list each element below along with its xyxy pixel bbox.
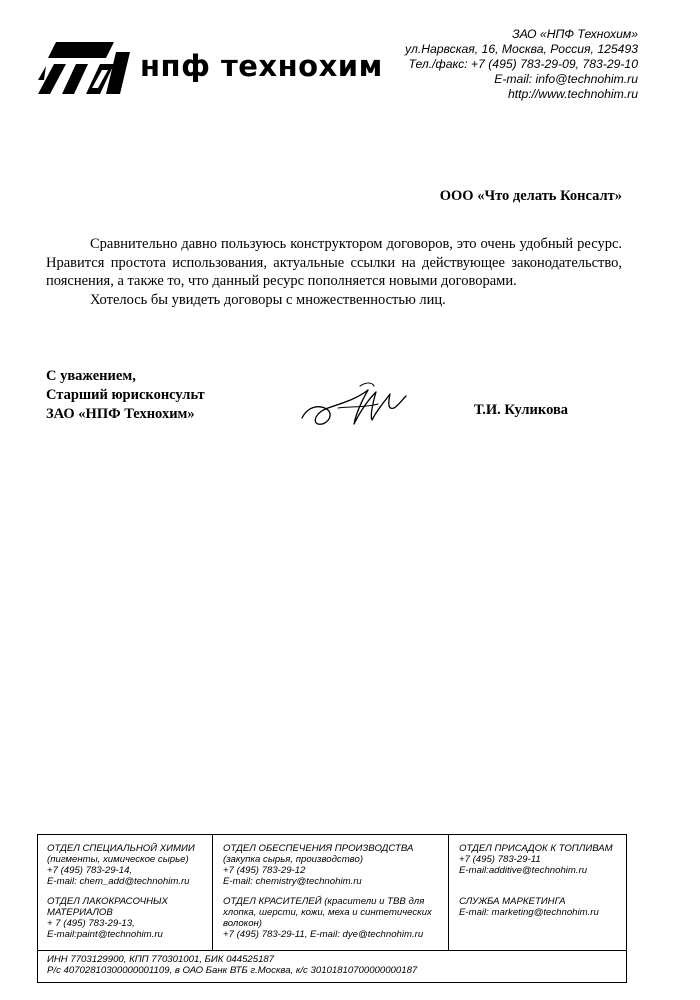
- department-fuel-additives: [459, 843, 620, 876]
- letter-body: [46, 235, 622, 309]
- department-phone: +7 (495) 783-29-11: [459, 854, 541, 865]
- contact-company: ЗАО «НПФ Технохим»: [512, 27, 638, 41]
- closing-block: [46, 367, 205, 424]
- bank-account: Р/с 40702810300000001109, в ОАО Банк ВТБ г.Москва, к/с 30101810700000000187: [47, 965, 418, 976]
- footer-column: [449, 835, 626, 950]
- department-title: СЛУЖБА МАРКЕТИНГА: [459, 896, 566, 907]
- department-email: E-mail: chemistry@technohim.ru: [223, 876, 362, 887]
- department-title: ОТДЕЛ ПРИСАДОК К ТОПЛИВАМ: [459, 843, 613, 854]
- department-description: (закупка сырья, производство): [223, 854, 364, 865]
- department-phone: +7 (495) 783-29-12: [223, 865, 306, 876]
- department-contacts: +7 (495) 783-29-11, E-mail: dye@technohim.ru: [223, 929, 424, 940]
- tax-ids: ИНН 7703129900, КПП 770301001, БИК 044525187: [47, 954, 275, 965]
- contact-website: http://www.technohim.ru: [507, 87, 638, 101]
- department-description-continued: волокон): [223, 918, 263, 929]
- department-email: E-mail:additive@technohim.ru: [459, 865, 588, 876]
- footer-column: [38, 835, 213, 950]
- closing-greeting: С уважением,: [46, 368, 136, 384]
- footer-column: [213, 835, 449, 950]
- signer-name: Т.И. Куликова: [474, 402, 569, 418]
- department-phone: + 7 (495) 783-29-13,: [47, 918, 135, 929]
- department-dyes: [223, 896, 442, 940]
- contact-email: E-mail: info@technohim.ru: [494, 72, 638, 86]
- department-production-supply: [223, 843, 442, 887]
- department-title: ОТДЕЛ СПЕЦИАЛЬНОЙ ХИМИИ: [47, 843, 195, 854]
- department-phone: +7 (495) 783-29-14,: [47, 865, 133, 876]
- technohim-logo-icon: [36, 38, 132, 96]
- department-title: ОТДЕЛ ОБЕСПЕЧЕНИЯ ПРОИЗВОДСТВА: [223, 843, 414, 854]
- department-paint-materials: [47, 896, 206, 940]
- department-email: E-mail: chem_add@technohim.ru: [47, 876, 190, 887]
- handwritten-signature: [298, 378, 410, 432]
- contact-phone: Тел./факс: +7 (495) 783-29-09, 783-29-10: [408, 57, 638, 71]
- department-email: E-mail:paint@technohim.ru: [47, 929, 163, 940]
- department-email: E-mail: marketing@technohim.ru: [459, 907, 599, 918]
- closing-company: ЗАО «НПФ Технохим»: [46, 406, 195, 422]
- department-title-continued: МАТЕРИАЛОВ: [47, 907, 113, 918]
- contact-address: ул.Нарвская, 16, Москва, Россия, 125493: [404, 42, 638, 56]
- closing-position: Старший юрисконсульт: [46, 387, 205, 403]
- body-paragraph: Сравнительно давно пользуюсь конструктором договоров, это очень удобный ресурс. Нравится простота использования, актуальные ссылки на действующее законодательство, пояснения, а также то, что данный ресурс пополняется новыми договорами.: [46, 236, 622, 289]
- department-title: ОТДЕЛ КРАСИТЕЛЕЙ (красители и ТВВ для: [223, 896, 425, 907]
- department-description: хлопка, шерсти, кожи, меха и синтетических: [223, 907, 432, 918]
- department-marketing: [459, 896, 620, 918]
- recipient: ООО «Что делать Консалт»: [439, 188, 622, 204]
- bank-details: [47, 954, 417, 976]
- body-paragraph: Хотелось бы увидеть договоры с множественностью лиц.: [90, 291, 446, 308]
- company-contacts: [405, 27, 638, 102]
- department-description: (пигменты, химическое сырье): [47, 854, 189, 865]
- department-title: ОТДЕЛ ЛАКОКРАСОЧНЫХ: [47, 896, 168, 907]
- department-special-chemistry: [47, 843, 206, 887]
- company-name: нпф технохим: [140, 49, 383, 83]
- footer-departments: [37, 834, 627, 983]
